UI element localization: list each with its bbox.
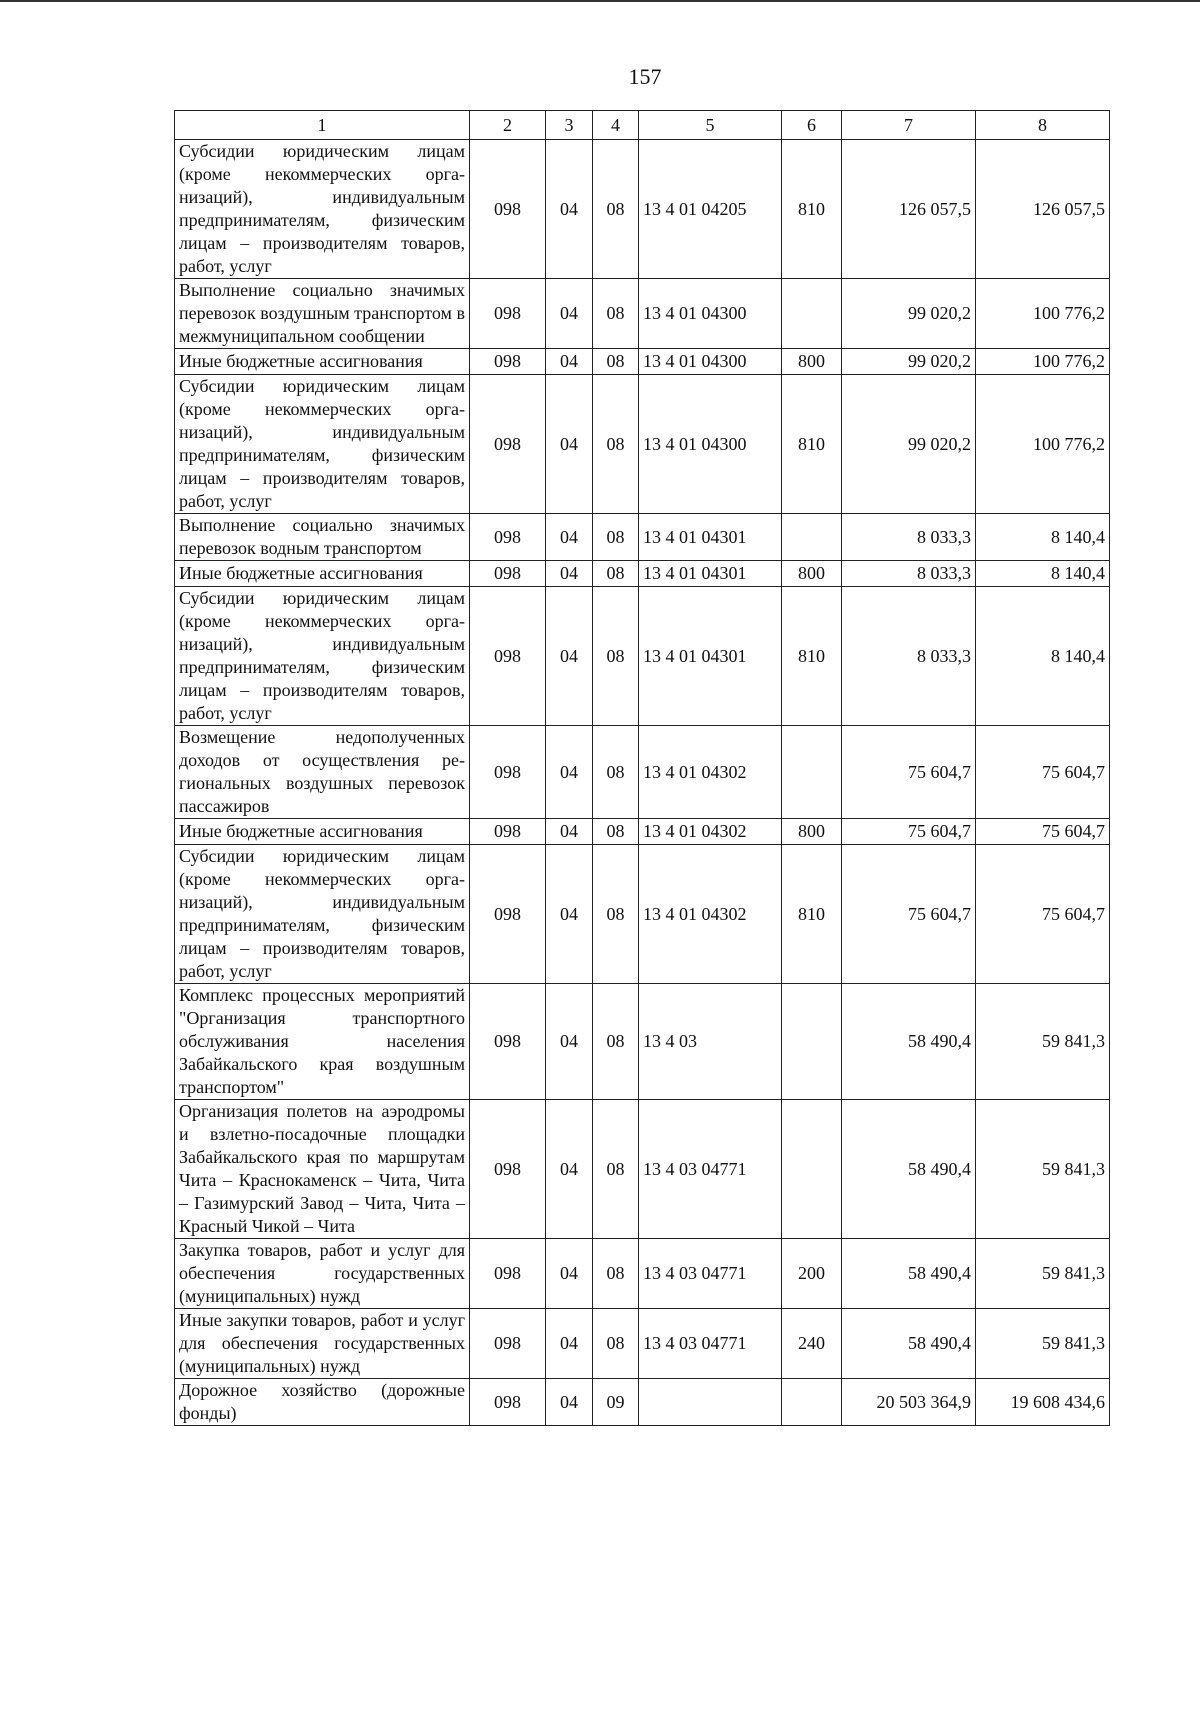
amount-year2-cell: 75 604,7 — [976, 819, 1110, 845]
amount-year2-cell: 8 140,4 — [976, 514, 1110, 561]
amount-year1-cell: 8 033,3 — [842, 587, 976, 726]
table-row — [175, 375, 1110, 514]
subsection-code-cell: 08 — [593, 1100, 639, 1239]
row-name-cell: Субсидии юридическим лицам (кроме некоммерческих организаций), индивидуальным предпринимателям, физическим лицам – производителям товаров, работ, услуг — [175, 375, 470, 514]
ministry-code-cell: 098 — [470, 819, 546, 845]
table-row — [175, 1239, 1110, 1309]
table-row — [175, 1100, 1110, 1239]
target-article-cell: 13 4 03 04771 — [639, 1100, 782, 1239]
subsection-code-cell: 08 — [593, 349, 639, 375]
amount-year2-cell: 75 604,7 — [976, 726, 1110, 819]
amount-year2-cell: 75 604,7 — [976, 845, 1110, 984]
ministry-code-cell: 098 — [470, 587, 546, 726]
amount-year1-cell: 99 020,2 — [842, 279, 976, 349]
ministry-code-cell: 098 — [470, 349, 546, 375]
amount-year2-cell: 19 608 434,6 — [976, 1379, 1110, 1426]
amount-year1-cell: 58 490,4 — [842, 984, 976, 1100]
subsection-code-cell: 08 — [593, 140, 639, 279]
ministry-code-cell: 098 — [470, 140, 546, 279]
section-code-cell: 04 — [546, 587, 593, 726]
row-name-cell: Организация полетов на аэродромы и взлетно-посадочные площадки Забайкальского края по маршрутам Чита – Краснокаменск – Чита, Чита – Газимурский Завод – Чита, Чита – Красный Чикой – Чита — [175, 1100, 470, 1239]
table-row — [175, 561, 1110, 587]
subsection-code-cell: 08 — [593, 375, 639, 514]
ministry-code-cell: 098 — [470, 984, 546, 1100]
amount-year1-cell: 8 033,3 — [842, 561, 976, 587]
ministry-code-cell: 098 — [470, 1100, 546, 1239]
budget-table — [174, 110, 1110, 1426]
row-name-cell: Выполнение социально значимых перевозок водным транспортом — [175, 514, 470, 561]
ministry-code-cell: 098 — [470, 375, 546, 514]
column-header: 2 — [470, 111, 546, 140]
ministry-code-cell: 098 — [470, 279, 546, 349]
expense-type-cell — [782, 984, 842, 1100]
target-article-cell: 13 4 03 04771 — [639, 1239, 782, 1309]
target-article-cell — [639, 1379, 782, 1426]
ministry-code-cell: 098 — [470, 845, 546, 984]
amount-year2-cell: 8 140,4 — [976, 561, 1110, 587]
expense-type-cell — [782, 1100, 842, 1239]
expense-type-cell: 800 — [782, 819, 842, 845]
subsection-code-cell: 08 — [593, 819, 639, 845]
expense-type-cell — [782, 1379, 842, 1426]
subsection-code-cell: 08 — [593, 984, 639, 1100]
section-code-cell: 04 — [546, 845, 593, 984]
column-header: 6 — [782, 111, 842, 140]
table-row — [175, 1379, 1110, 1426]
table-row — [175, 349, 1110, 375]
amount-year1-cell: 126 057,5 — [842, 140, 976, 279]
table-row — [175, 587, 1110, 726]
section-code-cell: 04 — [546, 1239, 593, 1309]
amount-year1-cell: 75 604,7 — [842, 845, 976, 984]
amount-year2-cell: 8 140,4 — [976, 587, 1110, 726]
subsection-code-cell: 08 — [593, 587, 639, 726]
section-code-cell: 04 — [546, 819, 593, 845]
ministry-code-cell: 098 — [470, 726, 546, 819]
target-article-cell: 13 4 01 04301 — [639, 587, 782, 726]
target-article-cell: 13 4 03 04771 — [639, 1309, 782, 1379]
table-row — [175, 514, 1110, 561]
amount-year1-cell: 99 020,2 — [842, 375, 976, 514]
subsection-code-cell: 08 — [593, 561, 639, 587]
subsection-code-cell: 09 — [593, 1379, 639, 1426]
section-code-cell: 04 — [546, 1379, 593, 1426]
section-code-cell: 04 — [546, 514, 593, 561]
expense-type-cell: 810 — [782, 375, 842, 514]
row-name-cell: Субсидии юридическим лицам (кроме некоммерческих организаций), индивидуальным предпринимателям, физическим лицам – производителям товаров, работ, услуг — [175, 140, 470, 279]
section-code-cell: 04 — [546, 726, 593, 819]
amount-year2-cell: 59 841,3 — [976, 1309, 1110, 1379]
table-row — [175, 726, 1110, 819]
column-header: 3 — [546, 111, 593, 140]
amount-year2-cell: 100 776,2 — [976, 279, 1110, 349]
expense-type-cell: 810 — [782, 140, 842, 279]
column-header: 5 — [639, 111, 782, 140]
subsection-code-cell: 08 — [593, 279, 639, 349]
amount-year2-cell: 59 841,3 — [976, 1100, 1110, 1239]
ministry-code-cell: 098 — [470, 1379, 546, 1426]
subsection-code-cell: 08 — [593, 1309, 639, 1379]
section-code-cell: 04 — [546, 279, 593, 349]
ministry-code-cell: 098 — [470, 1309, 546, 1379]
table-row — [175, 819, 1110, 845]
expense-type-cell: 240 — [782, 1309, 842, 1379]
amount-year1-cell: 58 490,4 — [842, 1309, 976, 1379]
row-name-cell: Дорожное хозяйство (дорожные фонды) — [175, 1379, 470, 1426]
table-row — [175, 845, 1110, 984]
expense-type-cell — [782, 279, 842, 349]
subsection-code-cell: 08 — [593, 726, 639, 819]
table-row — [175, 140, 1110, 279]
amount-year1-cell: 58 490,4 — [842, 1100, 976, 1239]
table-body — [175, 140, 1110, 1426]
row-name-cell: Иные бюджетные ассигнования — [175, 561, 470, 587]
amount-year2-cell: 100 776,2 — [976, 375, 1110, 514]
expense-type-cell — [782, 514, 842, 561]
section-code-cell: 04 — [546, 140, 593, 279]
target-article-cell: 13 4 01 04300 — [639, 279, 782, 349]
target-article-cell: 13 4 01 04302 — [639, 819, 782, 845]
ministry-code-cell: 098 — [470, 1239, 546, 1309]
ministry-code-cell: 098 — [470, 514, 546, 561]
expense-type-cell: 200 — [782, 1239, 842, 1309]
ministry-code-cell: 098 — [470, 561, 546, 587]
column-header: 1 — [175, 111, 470, 140]
row-name-cell: Закупка товаров, работ и услуг для обеспечения государственных (муниципальных) нужд — [175, 1239, 470, 1309]
amount-year1-cell: 75 604,7 — [842, 819, 976, 845]
amount-year2-cell: 59 841,3 — [976, 984, 1110, 1100]
subsection-code-cell: 08 — [593, 1239, 639, 1309]
amount-year1-cell: 8 033,3 — [842, 514, 976, 561]
expense-type-cell: 810 — [782, 587, 842, 726]
expense-type-cell: 810 — [782, 845, 842, 984]
section-code-cell: 04 — [546, 1100, 593, 1239]
column-header: 4 — [593, 111, 639, 140]
expense-type-cell: 800 — [782, 349, 842, 375]
target-article-cell: 13 4 01 04302 — [639, 726, 782, 819]
target-article-cell: 13 4 01 04301 — [639, 561, 782, 587]
row-name-cell: Комплекс процессных мероприятий "Организация транспортного обслуживания населения Забайкальского края воздушным транспортом" — [175, 984, 470, 1100]
column-header: 7 — [842, 111, 976, 140]
target-article-cell: 13 4 01 04301 — [639, 514, 782, 561]
amount-year1-cell: 20 503 364,9 — [842, 1379, 976, 1426]
amount-year2-cell: 126 057,5 — [976, 140, 1110, 279]
table-row — [175, 984, 1110, 1100]
expense-type-cell — [782, 726, 842, 819]
row-name-cell: Иные бюджетные ассигнования — [175, 349, 470, 375]
section-code-cell: 04 — [546, 1309, 593, 1379]
amount-year1-cell: 58 490,4 — [842, 1239, 976, 1309]
column-number-header-row — [175, 111, 1110, 140]
target-article-cell: 13 4 01 04205 — [639, 140, 782, 279]
amount-year2-cell: 59 841,3 — [976, 1239, 1110, 1309]
row-name-cell: Субсидии юридическим лицам (кроме некоммерческих организаций), индивидуальным предпринимателям, физическим лицам – производителям товаров, работ, услуг — [175, 845, 470, 984]
row-name-cell: Выполнение социально значимых перевозок воздушным транспортом в межмуниципальном сообщении — [175, 279, 470, 349]
section-code-cell: 04 — [546, 375, 593, 514]
subsection-code-cell: 08 — [593, 845, 639, 984]
section-code-cell: 04 — [546, 561, 593, 587]
page-number: 157 — [628, 64, 662, 89]
section-code-cell: 04 — [546, 349, 593, 375]
row-name-cell: Иные бюджетные ассигнования — [175, 819, 470, 845]
target-article-cell: 13 4 01 04300 — [639, 349, 782, 375]
target-article-cell: 13 4 03 — [639, 984, 782, 1100]
target-article-cell: 13 4 01 04302 — [639, 845, 782, 984]
row-name-cell: Субсидии юридическим лицам (кроме некоммерческих организаций), индивидуальным предпринимателям, физическим лицам – производителям товаров, работ, услуг — [175, 587, 470, 726]
amount-year1-cell: 75 604,7 — [842, 726, 976, 819]
amount-year2-cell: 100 776,2 — [976, 349, 1110, 375]
table-row — [175, 279, 1110, 349]
row-name-cell: Иные закупки товаров, работ и услуг для обеспечения государственных (муниципальных) нужд — [175, 1309, 470, 1379]
table-row — [175, 1309, 1110, 1379]
amount-year1-cell: 99 020,2 — [842, 349, 976, 375]
row-name-cell: Возмещение недополученных доходов от осуществления региональных воздушных перевозок пассажиров — [175, 726, 470, 819]
target-article-cell: 13 4 01 04300 — [639, 375, 782, 514]
column-header: 8 — [976, 111, 1110, 140]
subsection-code-cell: 08 — [593, 514, 639, 561]
expense-type-cell: 800 — [782, 561, 842, 587]
section-code-cell: 04 — [546, 984, 593, 1100]
scan-top-edge — [0, 0, 1200, 2]
